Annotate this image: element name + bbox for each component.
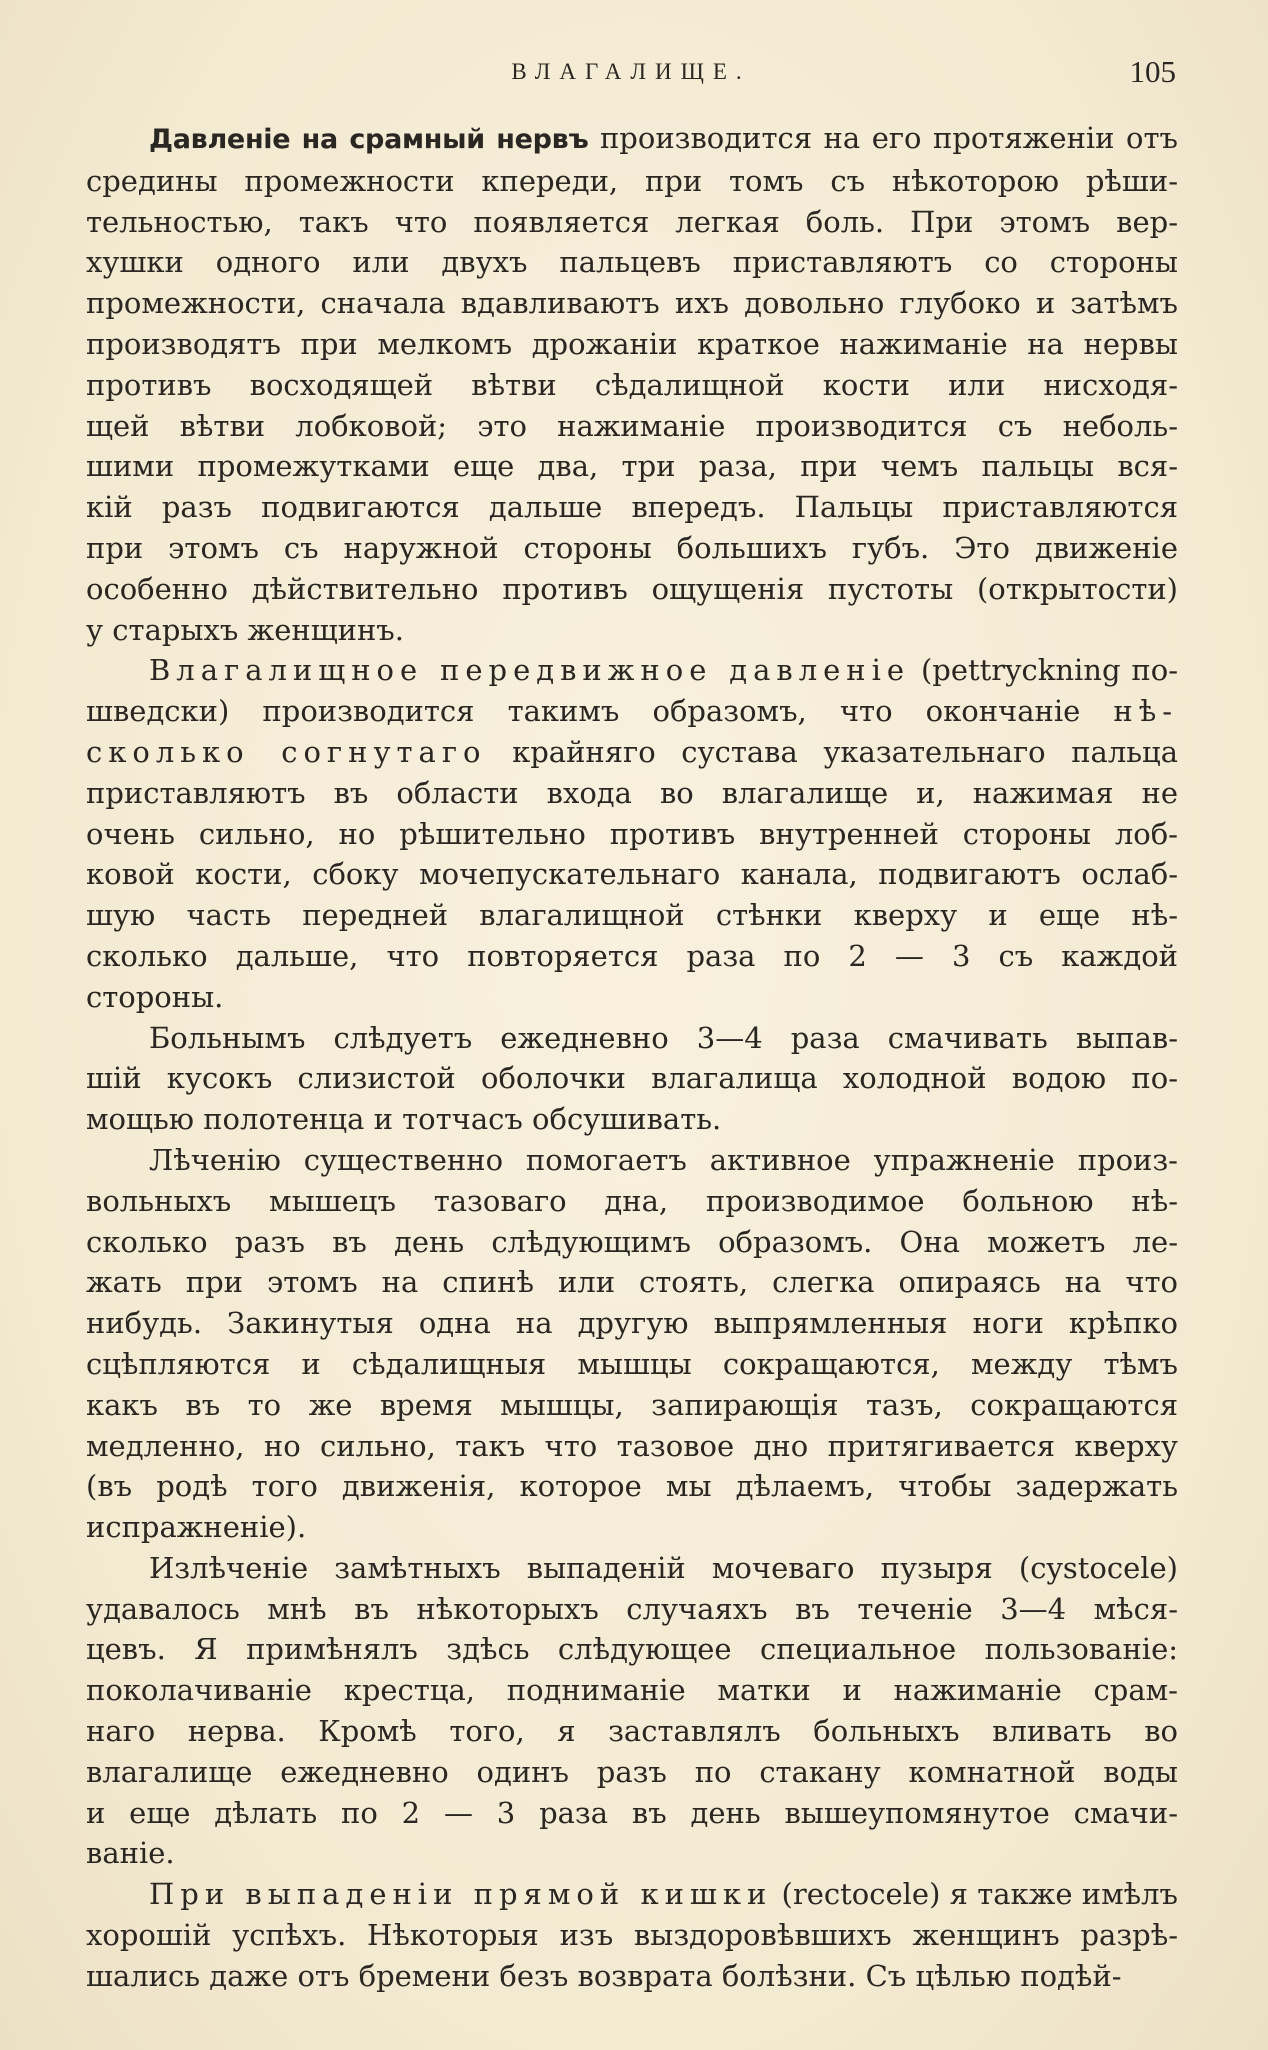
text-run: стороны. <box>86 979 224 1014</box>
text-run: хушки одного или двухъ пальцевъ приставляютъ со стороны <box>86 245 1178 280</box>
text-line <box>86 1507 1178 1548</box>
text-run: Лѣченію существенно помогаетъ активное упражненіе произ- <box>149 1142 1178 1177</box>
text-run: щей вѣтви лобковой; это нажиманіе производится съ неболь- <box>86 408 1178 443</box>
text-line <box>86 1262 1178 1303</box>
text-line <box>86 161 1178 202</box>
text-run: приставляютъ въ области входа во влагалище и, нажимая не <box>86 775 1178 810</box>
text-run: кій разъ подвигаются дальше впередъ. Пальцы приставляются <box>86 490 1178 525</box>
text-run: при этомъ съ наружной стороны большихъ губъ. Это движеніе <box>86 530 1178 565</box>
page-number: 105 <box>1129 54 1176 89</box>
spaced-term: Влагалищное передвижное давленіе <box>149 653 911 688</box>
text-line <box>86 1466 1178 1507</box>
text-run: (pettryckning по- <box>910 653 1178 688</box>
text-run: средины промежности кпереди, при томъ съ нѣкоторою рѣши- <box>86 163 1178 198</box>
text-line <box>86 528 1178 569</box>
text-line <box>86 1058 1178 1099</box>
text-run: жать при этомъ на спинѣ или стоять, слегка опираясь на что <box>86 1265 1178 1300</box>
text-run: очень сильно, но рѣшительно противъ внутренней стороны лоб- <box>86 816 1178 851</box>
text-line <box>86 650 1178 691</box>
text-line <box>86 446 1178 487</box>
text-line <box>86 936 1178 977</box>
text-run: удавалось мнѣ въ нѣкоторыхъ случаяхъ въ теченіе 3—4 мѣся- <box>86 1591 1178 1626</box>
spaced-term: При выпаденіи прямой кишки <box>149 1877 773 1912</box>
text-run: какъ въ то же время мышцы, запирающія тазъ, сокращаются <box>86 1387 1178 1422</box>
text-line <box>86 406 1178 447</box>
paragraph <box>86 1018 1178 1140</box>
text-run: тельностью, такъ что появляется легкая боль. При этомъ вер- <box>86 204 1178 239</box>
text-run: (rectocele) я также имѣлъ <box>772 1877 1178 1912</box>
text-line <box>86 1344 1178 1385</box>
text-run: ковой кости, сбоку мочепускательнаго канала, подвигаютъ ослаб- <box>86 857 1178 892</box>
text-line <box>86 1956 1178 1997</box>
text-line <box>86 283 1178 324</box>
text-line <box>86 1385 1178 1426</box>
text-run: испражненіе). <box>86 1510 307 1545</box>
text-line <box>86 814 1178 855</box>
text-line <box>86 1548 1178 1589</box>
text-line <box>86 569 1178 610</box>
running-head <box>86 52 1176 92</box>
text-line <box>86 118 1178 161</box>
text-run: сколько дальше, что повторяется раза по 2 — 3 съ каждой <box>86 938 1178 973</box>
text-line <box>86 324 1178 365</box>
text-run: крайняго сустава указательнаго пальца <box>486 734 1178 769</box>
text-run: цевъ. Я примѣнялъ здѣсь слѣдующее специальное пользованіе: <box>86 1632 1178 1667</box>
text-run: ваніе. <box>86 1836 175 1871</box>
text-line <box>86 1181 1178 1222</box>
paragraph <box>86 1548 1178 1874</box>
text-line <box>86 1670 1178 1711</box>
bold-term: Давленіе на срамный нервъ <box>149 124 589 155</box>
text-run: сколько разъ въ день слѣдующимъ образомъ. Она можетъ ле- <box>86 1224 1178 1259</box>
text-line <box>86 1915 1178 1956</box>
text-line <box>86 773 1178 814</box>
text-line <box>86 202 1178 243</box>
text-line <box>86 1426 1178 1467</box>
text-run: Излѣченіе замѣтныхъ выпаденій мочеваго пузыря (cystocele) <box>149 1550 1178 1585</box>
text-run: (въ родѣ того движенія, которое мы дѣлаемъ, чтобы задержать <box>86 1469 1178 1504</box>
text-run: сцѣпляются и сѣдалищныя мышцы сокращаются, между тѣмъ <box>86 1346 1178 1381</box>
text-run: шведски) производится такимъ образомъ, что окончаніе <box>86 694 1114 729</box>
text-line <box>86 1752 1178 1793</box>
text-line <box>86 1874 1178 1915</box>
text-run: шими промежутками еще два, три раза, при чемъ пальцы вся- <box>86 449 1178 484</box>
text-line <box>86 732 1178 773</box>
text-line <box>86 1793 1178 1834</box>
text-run: хорошій успѣхъ. Нѣкоторыя изъ выздоровѣвшихъ женщинъ разрѣ- <box>86 1918 1178 1953</box>
paragraph <box>86 118 1178 650</box>
text-run: мощью полотенца и тотчасъ обсушивать. <box>86 1102 722 1137</box>
text-line <box>86 1140 1178 1181</box>
text-line <box>86 691 1178 732</box>
text-run: шались даже отъ бремени безъ возврата болѣзни. Съ цѣлью подѣй- <box>86 1958 1122 1993</box>
text-run: противъ восходящей вѣтви сѣдалищной кости или нисходя- <box>86 367 1178 402</box>
text-run: у старыхъ женщинъ. <box>86 612 404 647</box>
text-run: производятъ при мелкомъ дрожаніи краткое нажиманіе на нервы <box>86 326 1178 361</box>
text-line <box>86 1222 1178 1263</box>
text-line <box>86 1303 1178 1344</box>
text-run: промежности, сначала вдавливаютъ ихъ довольно глубоко и затѣмъ <box>86 286 1178 321</box>
paragraph <box>86 1874 1178 1996</box>
text-line <box>86 487 1178 528</box>
text-run: медленно, но сильно, такъ что тазовое дно притягивается кверху <box>86 1428 1178 1463</box>
text-run: производится на его протяженіи отъ <box>588 121 1178 155</box>
text-run: шій кусокъ слизистой оболочки влагалища холодной водою по- <box>86 1061 1178 1096</box>
text-line <box>86 895 1178 936</box>
paragraph <box>86 650 1178 1017</box>
text-line <box>86 242 1178 283</box>
text-run: влагалище ежедневно одинъ разъ по стакану комнатной воды <box>86 1754 1178 1789</box>
text-line <box>86 1099 1178 1140</box>
paragraph <box>86 1140 1178 1548</box>
text-line <box>86 365 1178 406</box>
text-line <box>86 854 1178 895</box>
text-run: и еще дѣлать по 2 — 3 раза въ день вышеупомянутое смачи- <box>86 1795 1178 1830</box>
text-line <box>86 1711 1178 1752</box>
text-line <box>86 977 1178 1018</box>
text-line <box>86 1589 1178 1630</box>
spaced-term: нѣ- <box>1113 694 1178 729</box>
text-line <box>86 1018 1178 1059</box>
text-run: поколачиваніе крестца, подниманіе матки и нажиманіе срам- <box>86 1673 1178 1708</box>
running-title: ВЛАГАЛИЩЕ. <box>511 59 751 84</box>
spaced-term: сколько согнутаго <box>86 734 487 769</box>
text-run: нибудь. Закинутыя одна на другую выпрямленныя ноги крѣпко <box>86 1306 1178 1341</box>
text-run: Больнымъ слѣдуетъ ежедневно 3—4 раза смачивать выпав- <box>149 1020 1178 1055</box>
body-text <box>86 118 1178 1997</box>
text-run: шую часть передней влагалищной стѣнки кверху и еще нѣ- <box>86 898 1178 933</box>
text-line <box>86 1629 1178 1670</box>
text-line <box>86 1833 1178 1874</box>
text-run: наго нерва. Кромѣ того, я заставлялъ больныхъ вливать во <box>86 1714 1178 1749</box>
text-line <box>86 610 1178 651</box>
text-run: особенно дѣйствительно противъ ощущенія пустоты (открытости) <box>86 571 1178 606</box>
text-run: вольныхъ мышецъ тазоваго дна, производимое больною нѣ- <box>86 1183 1178 1218</box>
